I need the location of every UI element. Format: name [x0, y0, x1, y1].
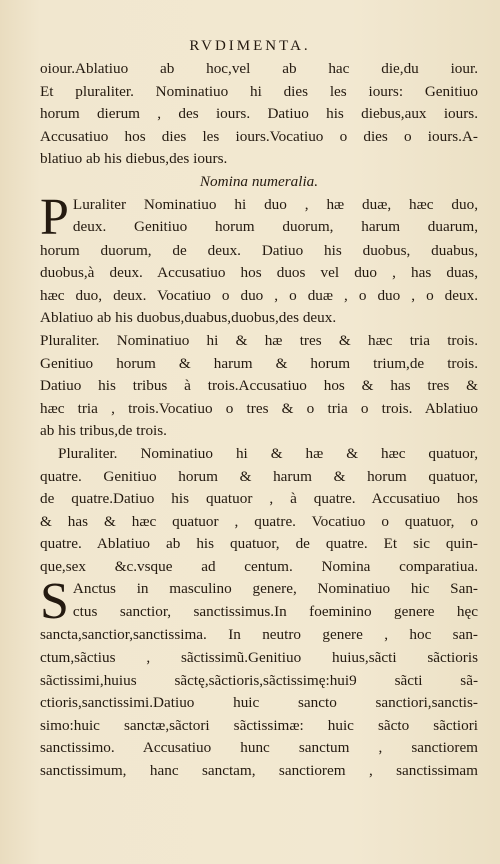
text-line: blatiuo ab his diebus,des iours. — [40, 150, 228, 168]
text-line: ctioris,sanctissimi.Datiuo huic sancto sanctiori,sanctis- — [40, 694, 478, 712]
text-line: deux. Genitiuo horum duorum, harum duarum, — [72, 218, 478, 236]
text-line: Genitiuo horum & harum & horum trium,de trois. — [40, 354, 478, 372]
text-line: sancta,sanctior,sanctissima. In neutro genere , hoc san- — [40, 626, 478, 644]
text-line: hæc duo, deux. Vocatiuo o duo , o duæ , o duo , o deux. — [40, 286, 478, 304]
text-line: Pluraliter. Nominatiuo hi & hæ & hæc quatuor, — [58, 444, 478, 462]
text-line: quatre. Genitiuo horum & harum & horum quatuor, — [40, 467, 478, 485]
text-line: que,sex &c.vsque ad centum. Nomina comparatiua. — [40, 557, 478, 575]
dropcap-paragraph — [40, 578, 478, 624]
body-text — [40, 58, 478, 783]
running-head: RVDIMENTA. — [189, 38, 311, 54]
drop-capital: S — [40, 578, 69, 625]
text-line: sanctissimum, hanc sanctam, sanctiorem , sanctissimam — [40, 762, 478, 780]
text-line: simo:huic sanctæ,sãctori sãctissimæ: huic sãcto sãctiori — [40, 716, 478, 734]
text-line: horum dierum , des iours. Datiuo his diebus,aux iours. — [40, 105, 478, 123]
text-line: ab his tribus,de trois. — [40, 422, 167, 440]
text-line: ctum,sãctius , sãctissimũ.Genitiuo huius,sãcti sãctioris — [40, 649, 478, 667]
text-line: hæc tria , trois.Vocatiuo o tres & o tria o trois. Ablatiuo — [40, 399, 478, 417]
text-line: Accusatiuo hos dies les iours.Vocatiuo o dies o iours.A- — [40, 127, 478, 145]
text-line: Pluraliter. Nominatiuo hi & hæ tres & hæc tria trois. — [40, 331, 478, 349]
dropcap-paragraph — [40, 194, 478, 240]
text-line: Et pluraliter. Nominatiuo hi dies les iours: Genitiuo — [40, 82, 478, 100]
text-line: ctus sanctior, sanctissimus.In foeminino genere hęc — [72, 603, 478, 621]
text-line: oiour.Ablatiuo ab hoc,vel ab hac die,du iour. — [40, 60, 478, 77]
text-line: & has & hæc quatuor , quatre. Vocatiuo o quatuor, o — [40, 512, 478, 530]
text-line: Ablatiuo ab his duobus,duabus,duobus,des deux. — [40, 309, 337, 327]
section-heading: Nomina numeralia. — [199, 172, 319, 190]
text-line: Luraliter Nominatiuo hi duo , hæ duæ, hæc duo, — [72, 195, 478, 213]
text-line: sãctissimi,huius sãctę,sãctioris,sãctissimę:hui9 sãcti sã- — [40, 671, 478, 689]
text-line: Anctus in masculino genere, Nominatiuo hic San- — [72, 580, 478, 598]
drop-capital: P — [40, 193, 69, 240]
text-line: Datiuo his tribus à trois.Accusatiuo hos & has tres & — [40, 377, 478, 395]
text-line: quatre. Ablatiuo ab his quatuor, de quatre. Et sic quin- — [40, 535, 478, 553]
text-line: sanctissimo. Accusatiuo hunc sanctum , sanctiorem — [40, 739, 478, 757]
text-line: de quatre.Datiuo his quatuor , à quatre. Accusatiuo hos — [40, 490, 478, 508]
text-line: duobus,à deux. Accusatiuo hos duos vel duo , has duas, — [40, 264, 478, 282]
text-line: horum duorum, de deux. Datiuo his duobus, duabus, — [40, 241, 478, 259]
